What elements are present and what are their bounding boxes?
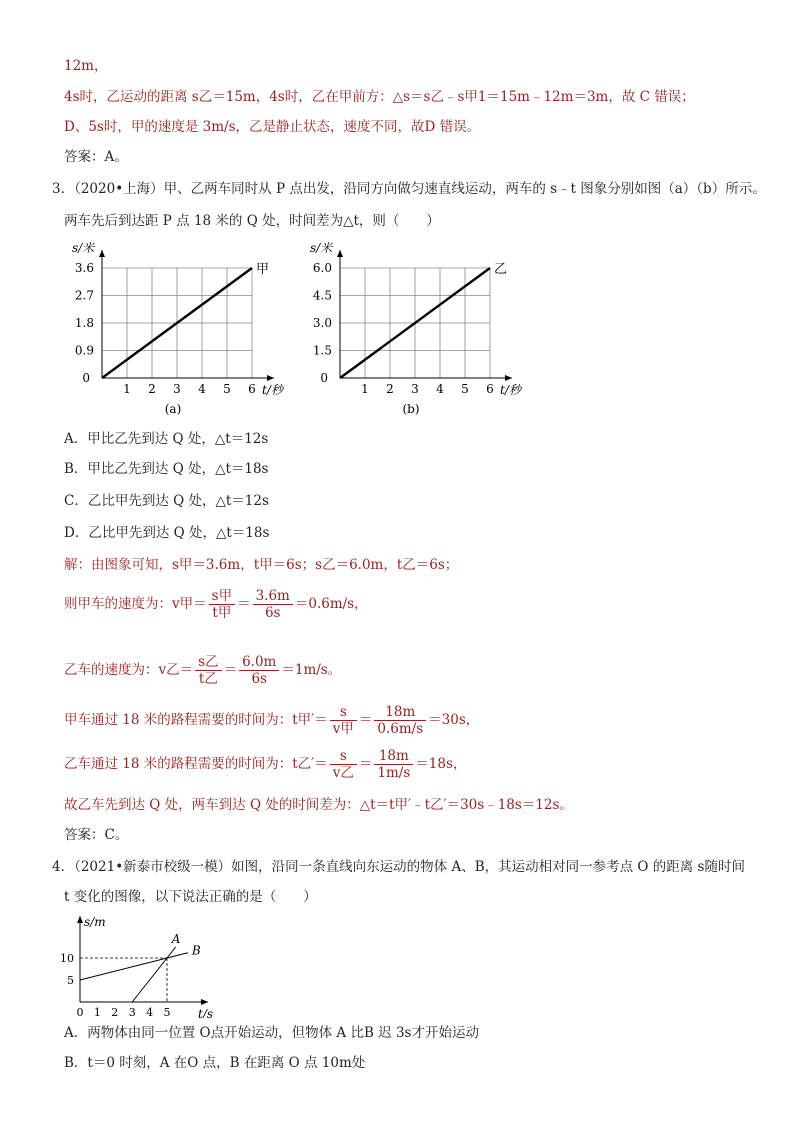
chart-b [298,238,538,420]
q3-solution-speed-yi [64,654,341,687]
fraction [374,704,426,737]
numerator: 3.6m [253,588,293,605]
x-tick-label: 5 [461,382,469,396]
chart-caption: (b) [402,402,420,416]
y-tick-label: 1.8 [74,316,94,330]
x-axis-label: t/秒 [500,383,521,397]
q3-solution-time-jia [64,704,479,737]
y-tick-label: 2.7 [74,288,94,303]
fraction [253,588,293,621]
y-axis-arrow [99,250,105,257]
q4-option-a: A．两物体由同一位置 O点开始运动，但物体 A 比B 迟 3s才开始运动 [64,1025,479,1041]
y-tick-label: 1.5 [312,343,332,358]
x-tick-label: 4 [198,382,206,396]
prev-solution-line-3: D、5s时，甲的速度是 3m/s，乙是静止状态，速度不同，故D 错误。 [64,119,481,135]
numerator: s [330,748,357,765]
prev-answer: 答案：A。 [64,149,128,165]
x-tick-label: 3 [173,382,181,396]
chart-q4 [58,910,238,1018]
fraction [239,654,279,687]
y-axis-label: s/m [84,915,106,929]
fraction [330,704,357,737]
denominator: 6s [264,605,281,621]
q3-solution-time-yi [64,748,466,781]
y-tick-label: 6.0 [312,261,332,275]
x-tick-label: 2 [386,382,394,396]
x-tick-label: 1 [93,1006,101,1018]
numerator: 6.0m [239,654,279,671]
q3-solution-intro: 解：由图象可知，s甲＝3.6m，t甲＝6s；s乙＝6.0m，t乙＝6s； [64,557,459,573]
series-line [132,947,176,1002]
y-tick-label: 10 [60,952,74,965]
series-line [80,953,188,980]
x-tick-label: 3 [411,382,419,396]
y-tick-label: 3.0 [312,316,332,330]
q3-solution-speed-jia [64,588,368,621]
denominator: 1m/s [377,765,411,781]
y-axis-arrow [77,916,83,923]
x-axis-arrow [201,999,208,1005]
denominator: 0.6m/s [377,721,424,737]
equals-sign: ＝ [358,712,373,728]
q3-stem-line-2: 两车先后到达距 P 点 18 米的 Q 处，时间差为△t，则（ ） [64,213,440,229]
q3-option-d: D．乙比甲先到达 Q 处，△t＝18s [64,525,270,541]
x-tick-label: 0 [76,1006,84,1018]
x-tick-label: 1 [361,382,369,396]
q3-option-b: B．甲比乙先到达 Q 处，△t＝18s [64,461,269,477]
formula-result: ＝18s， [415,756,467,772]
q3-solution-conclusion: 故乙车先到达 Q 处，两车到达 Q 处的时间差为：△t＝t甲′﹣t乙′＝30s﹣18s＝12s。 [64,797,573,813]
numerator: 18m [374,748,413,765]
y-tick-label: 4.5 [312,288,332,303]
equals-sign: ＝ [237,596,251,612]
q3-option-c: C．乙比甲先到达 Q 处，△t＝12s [64,493,269,509]
denominator: v乙 [332,765,354,781]
formula-prefix: 甲车通过 18 米的路程需要的时间为：t甲′＝ [64,712,328,728]
numerator: s甲 [209,588,235,605]
numerator: 18m [374,704,426,721]
x-tick-label: 6 [248,382,256,396]
x-axis-label: t/秒 [262,383,283,397]
equals-sign: ＝ [223,662,238,678]
formula-prefix: 则甲车的速度为：v甲＝ [64,596,207,612]
q4-stem-line-1: 4．（2021•新泰市校级一模）如图，沿同一条直线向东运动的物体 A、B，其运动相对同一参考点 O 的距离 s随时间 [52,859,745,875]
x-tick-label: 4 [146,1006,154,1018]
numerator: s [330,704,357,721]
x-tick-label: 5 [163,1006,171,1018]
x-tick-label: 3 [128,1006,136,1018]
x-tick-label: 6 [486,382,494,396]
formula-prefix: 乙车通过 18 米的路程需要的时间为：t乙′＝ [64,756,328,772]
x-axis-arrow [267,375,274,381]
numerator: s乙 [195,654,221,671]
fraction [330,748,357,781]
chart-caption: (a) [164,402,182,416]
q4-option-b: B．t＝0 时刻，A 在O 点，B 在距离 O 点 10m处 [64,1055,366,1071]
y-axis-arrow [337,250,343,257]
x-tick-label: 5 [223,382,231,396]
origin-label: 0 [320,371,328,385]
denominator: 6s [251,671,267,687]
y-tick-label: 3.6 [74,261,94,275]
series-label: B [191,943,201,958]
x-axis-arrow [505,375,512,381]
x-axis-label: t/s [198,1007,214,1018]
fraction [195,654,221,687]
q3-option-a: A．甲比乙先到达 Q 处，△t＝12s [64,431,269,447]
y-axis-label: s/米 [72,241,95,255]
formula-prefix: 乙车的速度为：v乙＝ [64,662,194,678]
prev-solution-line-1: 12m， [64,58,108,74]
fraction [374,748,413,781]
origin-label: 0 [82,371,90,385]
formula-result: ＝0.6m/s， [294,596,368,612]
y-axis-label: s/米 [310,241,333,255]
prev-solution-line-2: 4s时，乙运动的距离 s乙＝15m，4s时，乙在甲前方：△s＝s乙﹣s甲1＝15m﹣12m＝3m，故 C 错误； [64,89,695,105]
series-label: 乙 [494,262,508,277]
series-label: 甲 [256,262,270,277]
denominator: t乙 [198,671,218,687]
formula-result: ＝30s， [428,712,480,728]
fraction [209,588,235,621]
x-tick-label: 2 [111,1006,119,1018]
formula-result: ＝1m/s。 [281,662,342,678]
x-tick-label: 2 [148,382,156,396]
denominator: v甲 [332,721,354,737]
chart-a [60,238,300,420]
denominator: t甲 [212,605,232,621]
y-tick-label: 0.9 [74,343,94,358]
series-label: A [171,932,181,946]
y-tick-label: 5 [67,974,74,987]
x-tick-label: 4 [436,382,444,396]
q4-stem-line-2: t 变化的图像，以下说法正确的是（ ） [64,889,317,905]
x-tick-label: 1 [123,382,131,396]
q3-stem-line-1: 3．（2020•上海）甲、乙两车同时从 P 点出发，沿同方向做匀速直线运动，两车的 s﹣t 图象分别如图（a）（b）所示。 [52,181,766,197]
equals-sign: ＝ [358,756,373,772]
q3-answer: 答案：C。 [64,827,129,843]
